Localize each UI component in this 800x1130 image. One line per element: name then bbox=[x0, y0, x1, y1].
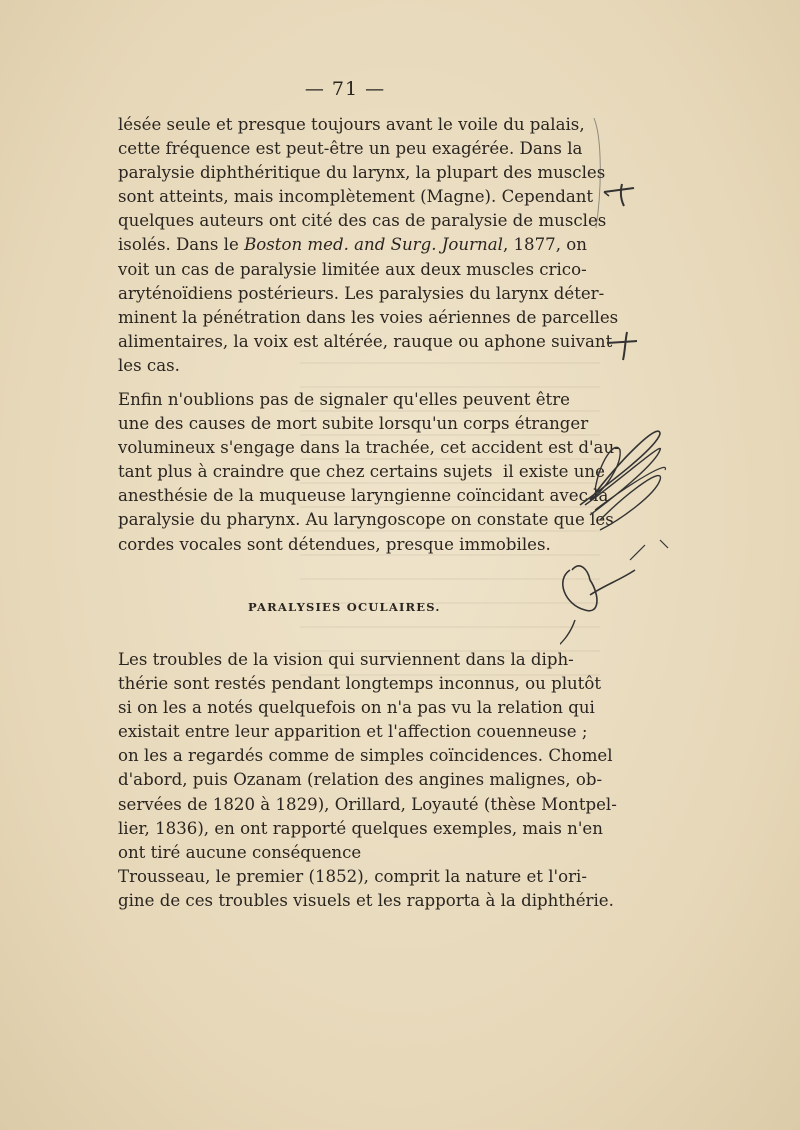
section-heading: PARALYSIES OCULAIRES. bbox=[248, 600, 441, 614]
paragraph-1 bbox=[118, 113, 619, 378]
text-line: cette fréquence est peut-être un peu exagérée. Dans la bbox=[118, 139, 583, 159]
text-line: voit un cas de paralysie limitée aux deux muscles crico- bbox=[118, 259, 587, 279]
text-line: minent la pénétration dans les voies aériennes de parcelles bbox=[118, 307, 619, 327]
text-line: lier, 1836), en ont rapporté quelques exemples, mais n'en bbox=[118, 818, 603, 838]
text-line: ont tiré aucune conséquence bbox=[118, 842, 362, 862]
text-line: quelques auteurs ont cité des cas de paralysie de muscles bbox=[118, 211, 607, 231]
text-line: tant plus à craindre que chez certains sujets il existe une bbox=[118, 462, 605, 482]
text-line: les cas. bbox=[118, 355, 180, 375]
text-line: si on les a notés quelquefois on n'a pas vu la relation qui bbox=[118, 698, 595, 718]
text-line: anesthésie de la muqueuse laryngienne coïncidant avec la bbox=[118, 486, 609, 506]
text-line: volumineux s'engage dans la trachée, cet accident est d'au- bbox=[118, 438, 620, 458]
text-line: paralysie diphthéritique du larynx, la plupart des muscles bbox=[118, 163, 606, 183]
text-line: thérie sont restés pendant longtemps inconnus, ou plutôt bbox=[118, 674, 602, 694]
text-line: servées de 1820 à 1829), Orillard, Loyauté (thèse Montpel- bbox=[118, 794, 617, 814]
text-run: , 1877, on bbox=[502, 235, 587, 255]
text-line: lésée seule et presque toujours avant le voile du palais, bbox=[118, 115, 585, 134]
margin-scribble-mark bbox=[560, 420, 670, 654]
text-line: sont atteints, mais incomplètement (Magne). Cependant bbox=[118, 187, 594, 207]
text-line: d'abord, puis Ozanam (relation des angines malignes, ob- bbox=[118, 770, 603, 790]
text-line: paralysie du pharynx. Au laryngoscope on constate que les bbox=[118, 510, 614, 530]
text-line: Les troubles de la vision qui surviennent dans la diph- bbox=[118, 650, 574, 669]
text-line: aryténoïdiens postérieurs. Les paralysies du larynx déter- bbox=[118, 283, 605, 303]
text-line: une des causes de mort subite lorsqu'un corps étranger bbox=[118, 414, 589, 434]
paragraph-3 bbox=[118, 648, 617, 913]
page-number: — 71 — bbox=[304, 78, 386, 100]
text-line: cordes vocales sont détendues, presque immobiles. bbox=[118, 534, 551, 554]
margin-bracket-mark bbox=[590, 98, 610, 242]
journal-title: Boston med. and Surg. Journal bbox=[244, 235, 503, 255]
paragraph-2 bbox=[118, 388, 620, 557]
text-line: gine de ces troubles visuels et les rapporta à la diphthérie. bbox=[118, 890, 614, 910]
text-line: Trousseau, le premier (1852), comprit la nature et l'ori- bbox=[118, 866, 587, 886]
text-line bbox=[118, 233, 588, 257]
margin-plus-mark-2 bbox=[603, 328, 643, 366]
text-line: on les a regardés comme de simples coïncidences. Chomel bbox=[118, 746, 613, 766]
text-line: alimentaires, la voix est altérée, rauque ou aphone suivant bbox=[118, 331, 613, 351]
text-line: Enfin n'oublions pas de signaler qu'elles peuvent être bbox=[118, 390, 570, 409]
text-run: isolés. Dans le bbox=[118, 235, 245, 255]
text-line: existait entre leur apparition et l'affection couenneuse ; bbox=[118, 722, 588, 742]
